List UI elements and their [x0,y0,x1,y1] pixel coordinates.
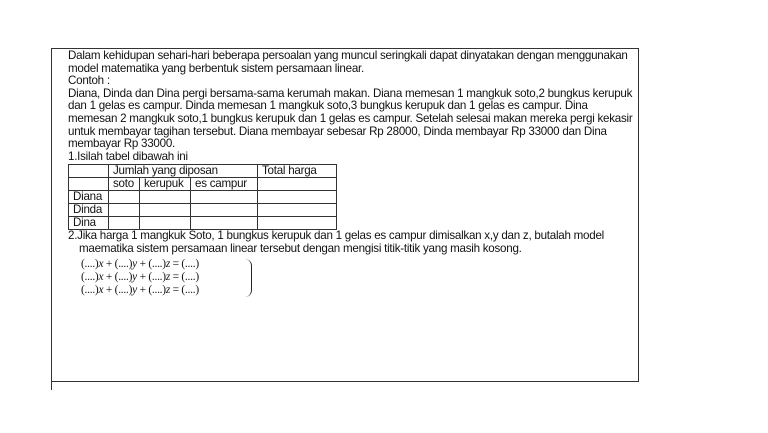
table-cell[interactable] [191,204,258,217]
table-cell[interactable] [140,204,191,217]
table-cell[interactable] [191,191,258,204]
table-cell[interactable] [109,217,140,230]
example-label: Contoh : [68,74,110,88]
table-header-row [69,165,337,178]
table-cell[interactable] [191,217,258,230]
table-corner-cell [69,165,109,178]
table-subheader-kerupuk: kerupuk [140,178,191,191]
question-2-line-1: 2.Jika harga 1 mangkuk Soto, 1 bungkus kerupuk dan 1 gelas es campur dimisalkan x,y dan z, butalah model [68,229,604,243]
table-group-header: Jumlah yang diposan [109,165,258,178]
table-cell[interactable] [140,217,191,230]
table-cell[interactable] [258,217,337,230]
row-label-diana: Diana [69,191,109,204]
right-brace [245,259,252,297]
equation-line: (....)x + (....)y + (....)z = (....) [81,270,199,283]
table-cell[interactable] [258,204,337,217]
table-cell[interactable] [258,191,337,204]
intro-paragraph: Dalam kehidupan sehari-hari beberapa persoalan yang muncul seringkali dapat dinyatakan dengan menggunakan model matematika yang berbentuk sistem persamaan linear. [68,49,628,75]
question-2-line-2: maematika sistem persamaan linear tersebut dengan mengisi titik-titik yang masih kosong. [79,241,522,255]
table-row [69,217,337,230]
question-1: 1.Isilah tabel dibawah ini [68,149,188,163]
row-label-dinda: Dinda [69,204,109,217]
table-subheader-row [69,178,337,191]
worksheet-content [68,50,634,297]
table-row [69,191,337,204]
table-subheader-es-campur: es campur [191,178,258,191]
table-row [69,204,337,217]
price-table [68,164,337,230]
table-total-header: Total harga [258,165,337,178]
table-cell [69,178,109,191]
story-paragraph: Diana, Dinda dan Dina pergi bersama-sama kerumah makan. Diana memesan 1 mangkuk soto,2 bungkus kerupuk dan 1 gelas es campur. Dinda memesan 1 mangkuk soto,3 bungkus kerupuk dan 1 gelas es campur. Dina memesan 2 mangkuk soto,1 bungkus kerupuk dan 1 gelas es campur. Setelah selesai makan mereka pergi kekasir untuk membayar tagihan tersebut. Diana membayar sebesar Rp 28000, Dinda membayar Rp 33000 dan Dina membayar Rp 33000. [68,86,633,151]
table-cell [258,178,337,191]
table-cell[interactable] [109,191,140,204]
table-cell[interactable] [109,204,140,217]
table-cell[interactable] [140,191,191,204]
equation-line: (....)x + (....)y + (....)z = (....) [81,257,199,270]
equation-line: (....)x + (....)y + (....)z = (....) [81,283,199,296]
row-label-dina: Dina [69,217,109,230]
equation-system [81,258,261,297]
table-subheader-soto: soto [109,178,140,191]
left-rule [51,48,52,390]
